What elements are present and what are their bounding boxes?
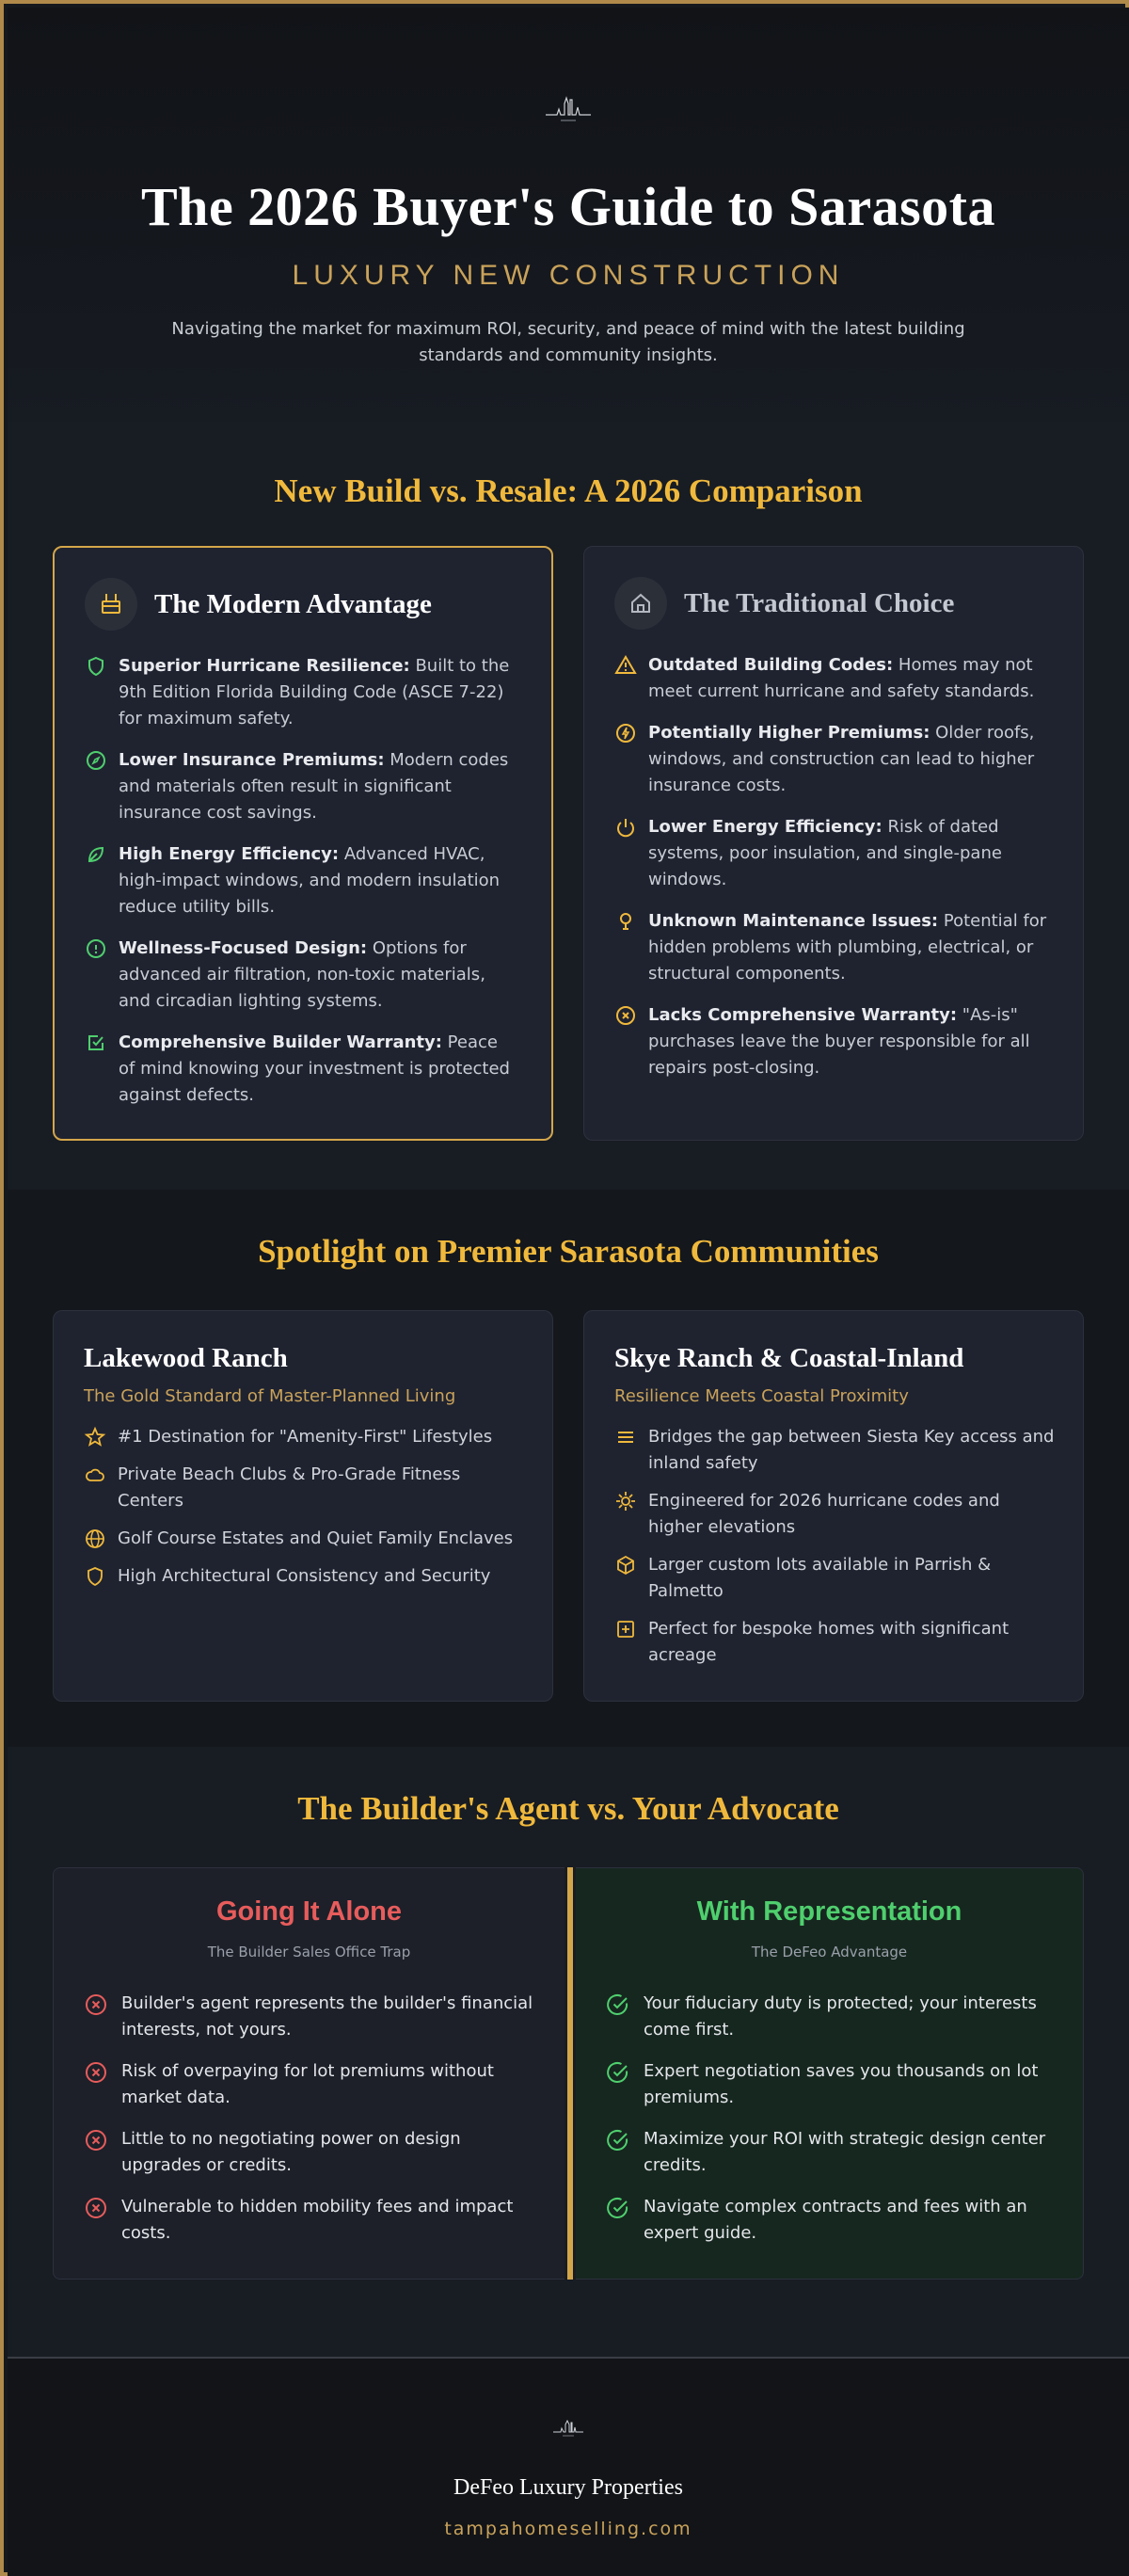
leaf-icon [85,843,107,866]
benefit-item: Maximize your ROI with strategic design center credits. [606,2126,1057,2179]
modern-item: High Energy Efficiency: Advanced HVAC, high-impact windows, and modern insulation reduce utility bills. [85,841,517,920]
modern-item: Wellness-Focused Design: Options for advanced air filtration, non-toxic materials, and circadian lighting systems. [85,936,517,1015]
traditional-card-header [614,577,954,630]
x-circle-icon [84,1992,108,2017]
bolt-circle-icon [614,722,637,744]
check-circle-icon [606,2196,630,2220]
intro-text: Navigating the market for maximum ROI, security, and peace of mind with the latest building standards and community insights. [171,319,965,365]
skye-ranch-card [583,1310,1084,1702]
communities-title: Spotlight on Premier Sarasota Communities [258,1233,879,1270]
panel-divider [567,1867,573,2280]
construction-icon [85,578,137,631]
community-tagline: Resilience Meets Coastal Proximity [614,1386,909,1406]
check-circle-icon [606,2060,630,2085]
benefit-item: Your fiduciary duty is protected; your interests come first. [606,1991,1057,2043]
community-feature: Perfect for bespoke homes with significant acreage [614,1616,1057,1669]
representation-tag: The DeFeo Advantage [751,1944,908,1960]
community-name: Skye Ranch & Coastal-Inland [614,1343,964,1373]
cube-icon [614,1554,637,1576]
x-circle-icon [84,2060,108,2085]
x-circle-icon [614,1004,637,1027]
traditional-item: Outdated Building Codes: Homes may not meet current hurricane and safety standards. [614,652,1047,705]
website-link[interactable]: tampahomeselling.com [444,2519,692,2539]
check-circle-icon [606,1992,630,2017]
risk-item: Risk of overpaying for lot premiums without market data. [84,2058,535,2111]
traditional-item: Lower Energy Efficiency: Risk of dated systems, poor insulation, and single-pane windows. [614,814,1047,893]
modern-item: Superior Hurricane Resilience: Built to the 9th Edition Florida Building Code (ASCE 7-22) for maximum safety. [85,653,517,732]
modern-card-heading: The Modern Advantage [154,588,432,619]
footer [8,2357,1129,2576]
compass-icon [85,749,107,772]
brand-name: DeFeo Luxury Properties [453,2475,683,2500]
modern-card-header [85,578,432,631]
traditional-card-heading: The Traditional Choice [684,587,955,618]
shield-icon [84,1565,106,1588]
community-tagline: The Gold Standard of Master-Planned Living [84,1386,456,1406]
power-icon [614,816,637,839]
gear-icon [614,1490,637,1512]
lakewood-ranch-card [53,1310,553,1702]
representation-heading: With Representation [696,1896,962,1927]
menu-icon [614,1426,637,1448]
plus-square-icon [614,1618,637,1640]
warning-icon [614,654,637,677]
info-icon [85,937,107,960]
communities-section [8,1190,1129,1747]
community-feature: Golf Course Estates and Quiet Family Enclaves [84,1526,526,1552]
lightbulb-icon [614,910,637,933]
modern-item: Lower Insurance Premiums: Modern codes and materials often result in significant insurance cost savings. [85,747,517,826]
benefit-item: Expert negotiation saves you thousands on lot premiums. [606,2058,1057,2111]
traditional-item: Unknown Maintenance Issues: Potential for hidden problems with plumbing, electrical, or structural components. [614,908,1047,987]
community-feature: Private Beach Clubs & Pro-Grade Fitness Centers [84,1462,526,1514]
globe-icon [84,1528,106,1550]
comparison-title: New Build vs. Resale: A 2026 Comparison [274,472,863,509]
benefit-item: Navigate complex contracts and fees with an expert guide. [606,2194,1057,2247]
modern-item: Comprehensive Builder Warranty: Peace of mind knowing your investment is protected against defects. [85,1030,517,1109]
skyline-logo-icon [552,2413,584,2440]
community-feature: Larger custom lots available in Parrish & Palmetto [614,1552,1057,1605]
x-circle-icon [84,2196,108,2220]
page-title: The 2026 Buyer's Guide to Sarasota [141,176,995,237]
community-feature: Engineered for 2026 hurricane codes and higher elevations [614,1488,1057,1541]
skyline-logo-icon [544,87,593,126]
advocate-section [8,1747,1129,2357]
check-circle-icon [606,2128,630,2152]
x-circle-icon [84,2128,108,2152]
house-icon [614,577,667,630]
going-alone-heading: Going It Alone [215,1896,403,1927]
cloud-icon [84,1464,106,1486]
hero-section [8,8,1129,422]
modern-advantage-card [53,546,553,1141]
checkbox-icon [85,1032,107,1054]
traditional-item: Lacks Comprehensive Warranty: "As-is" purchases leave the buyer responsible for all repairs post-closing. [614,1002,1047,1081]
traditional-item: Potentially Higher Premiums: Older roofs, windows, and construction can lead to higher insurance costs. [614,720,1047,799]
page-kicker: LUXURY NEW CONSTRUCTION [292,260,845,291]
community-name: Lakewood Ranch [84,1343,288,1373]
community-feature: #1 Destination for "Amenity-First" Lifestyles [84,1424,526,1450]
star-icon [84,1426,106,1448]
community-feature: Bridges the gap between Siesta Key access and inland safety [614,1424,1057,1477]
risk-item: Builder's agent represents the builder's financial interests, not yours. [84,1991,535,2043]
going-alone-tag: The Builder Sales Office Trap [207,1944,411,1960]
community-feature: High Architectural Consistency and Security [84,1563,526,1590]
traditional-choice-card [583,546,1084,1141]
advocate-title: The Builder's Agent vs. Your Advocate [297,1790,839,1827]
risk-item: Vulnerable to hidden mobility fees and impact costs. [84,2194,535,2247]
shield-icon [85,655,107,678]
comparison-section [8,422,1129,1190]
representation-panel [576,1867,1084,2280]
risk-item: Little to no negotiating power on design upgrades or credits. [84,2126,535,2179]
going-alone-panel [53,1867,564,2280]
